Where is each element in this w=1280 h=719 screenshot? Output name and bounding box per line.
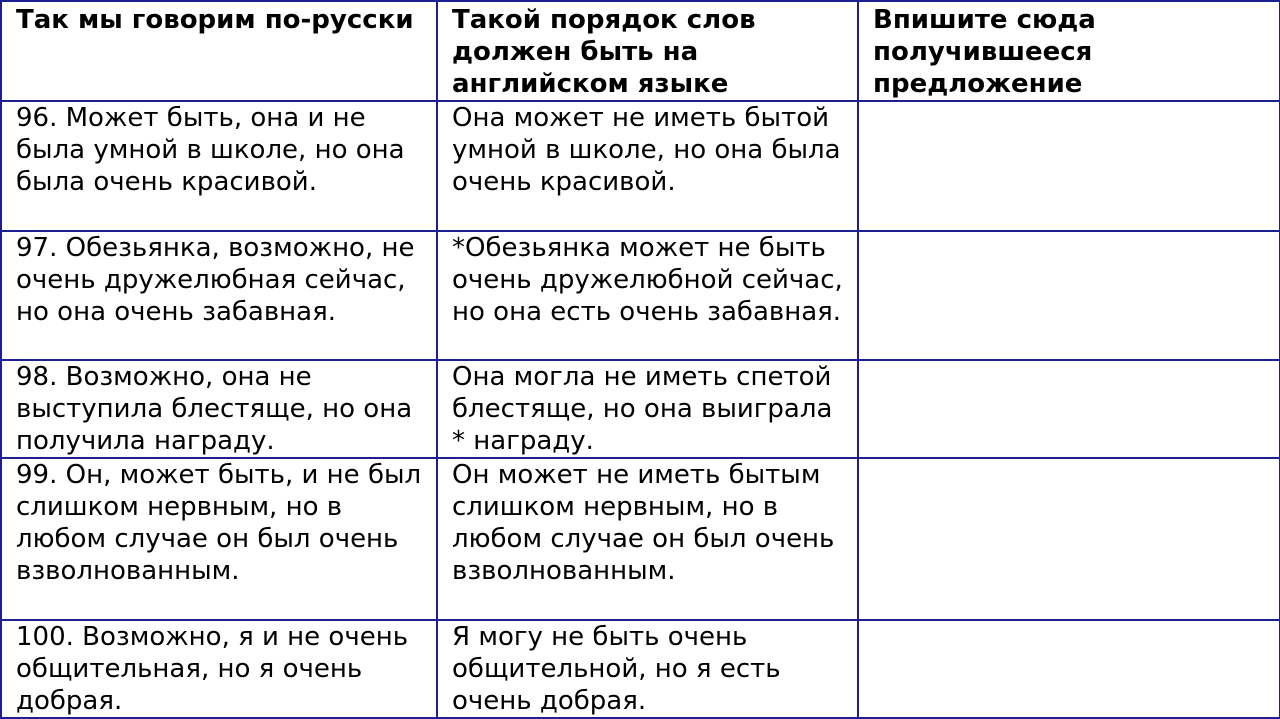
header-answer: Впишите сюда получившееся предложение <box>858 1 1280 101</box>
english-order-cell: Я могу не быть очень общительной, но я есть очень добрая. <box>437 620 858 718</box>
english-order-cell: *Обезьянка может не быть очень дружелюбной сейчас, но она есть очень забавная. <box>437 231 858 360</box>
english-order-cell: Она могла не иметь спетой блестяще, но она выиграла * награду. <box>437 360 858 458</box>
answer-cell[interactable] <box>858 231 1280 360</box>
russian-sentence-cell: 100. Возможно, я и не очень общительная, но я очень добрая. <box>1 620 437 718</box>
russian-sentence-cell: 96. Может быть, она и не была умной в школе, но она была очень красивой. <box>1 101 437 231</box>
english-order-cell: Она может не иметь бытой умной в школе, но она была очень красивой. <box>437 101 858 231</box>
answer-cell[interactable] <box>858 620 1280 718</box>
table-row <box>1 360 1280 458</box>
table-row <box>1 620 1280 718</box>
table-row <box>1 458 1280 620</box>
table-row <box>1 101 1280 231</box>
russian-sentence-cell: 99. Он, может быть, и не был слишком нервным, но в любом случае он был очень взволнованным. <box>1 458 437 620</box>
russian-sentence-cell: 97. Обезьянка, возможно, не очень дружелюбная сейчас, но она очень забавная. <box>1 231 437 360</box>
header-russian: Так мы говорим по-русски <box>1 1 437 101</box>
answer-cell[interactable] <box>858 360 1280 458</box>
table-row <box>1 231 1280 360</box>
header-english-order: Такой порядок слов должен быть на английском языке <box>437 1 858 101</box>
english-order-cell: Он может не иметь бытым слишком нервным, но в любом случае он был очень взволнованным. <box>437 458 858 620</box>
header-row <box>1 1 1280 101</box>
answer-cell[interactable] <box>858 458 1280 620</box>
answer-cell[interactable] <box>858 101 1280 231</box>
russian-sentence-cell: 98. Возможно, она не выступила блестяще, но она получила награду. <box>1 360 437 458</box>
